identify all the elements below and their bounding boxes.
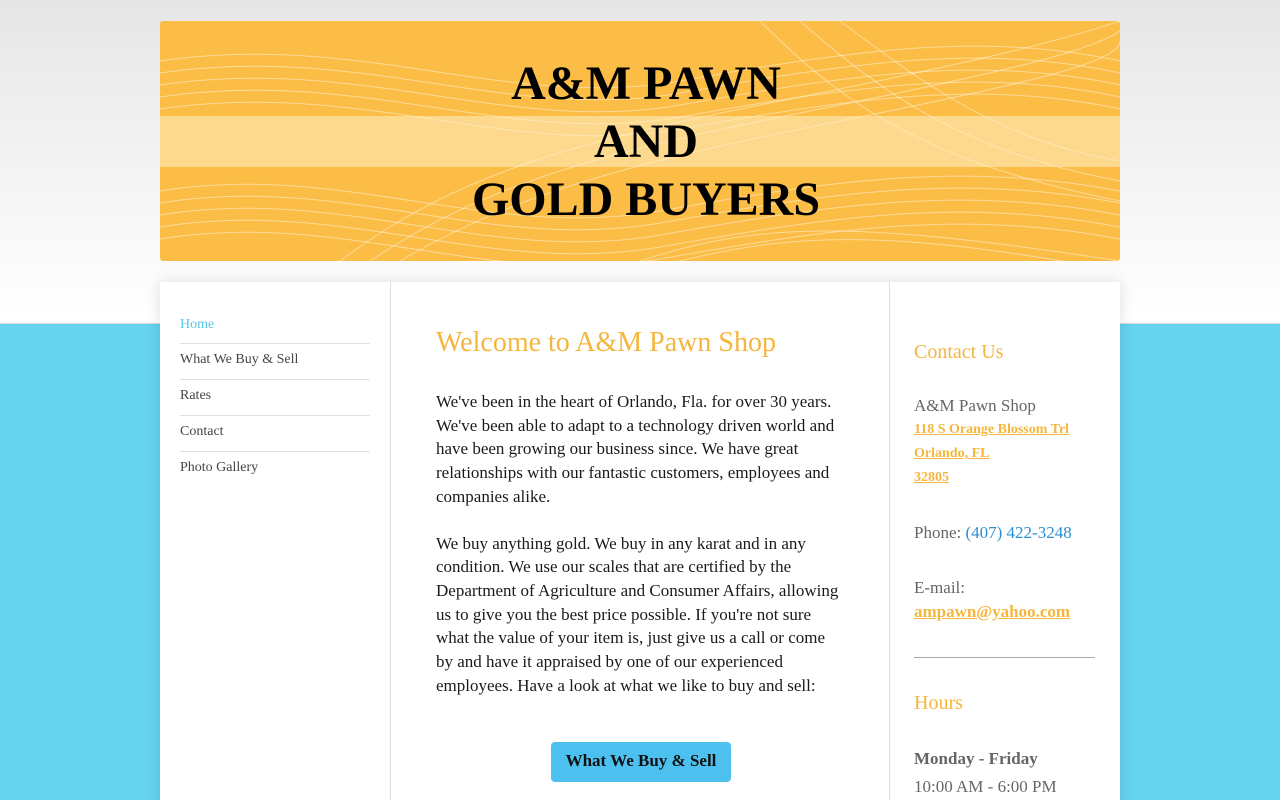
cta-wrapper — [436, 742, 846, 782]
hours-days: Monday - Friday — [914, 749, 1038, 768]
intro-paragraph: We've been in the heart of Orlando, Fla. for over 30 years. We've been able to adapt to a technology driven world and have been growing our business since. We have great relationships with our fantastic customers, employees and companies alike. — [436, 392, 835, 506]
nav-item-home[interactable]: Home — [180, 311, 370, 344]
phone-link[interactable]: (407) 422-3248 — [965, 523, 1072, 542]
site-title — [160, 55, 1120, 229]
contact-sidebar — [914, 337, 1095, 800]
content-card — [160, 282, 1120, 800]
nav-item-rates[interactable]: Rates — [180, 380, 370, 416]
site-title-line2: AND — [594, 115, 698, 168]
address-line2: Orlando, FL — [914, 446, 990, 461]
address-link[interactable] — [914, 418, 1095, 490]
email-label: E-mail: — [914, 578, 965, 597]
welcome-heading: Welcome to A&M Pawn Shop — [436, 327, 776, 358]
hours-time: 10:00 AM - 6:00 PM — [914, 777, 1057, 796]
hours-heading: Hours — [914, 692, 963, 714]
contact-heading: Contact Us — [914, 341, 1004, 363]
site-title-line1: A&M PAWN — [511, 57, 781, 110]
address-line1: 118 S Orange Blossom Trl — [914, 422, 1070, 437]
nav-item-what-we-buy-sell[interactable]: What We Buy & Sell — [180, 344, 370, 380]
business-name: A&M Pawn Shop — [914, 396, 1036, 415]
site-title-line3: GOLD BUYERS — [471, 173, 821, 226]
right-column-divider — [889, 282, 890, 800]
nav-item-contact[interactable]: Contact — [180, 416, 370, 452]
site-banner — [160, 21, 1120, 261]
left-column-divider — [390, 282, 391, 800]
nav-item-photo-gallery[interactable]: Photo Gallery — [180, 460, 259, 475]
email-link[interactable]: ampawn@yahoo.com — [914, 602, 1071, 621]
sidebar-divider — [914, 657, 1095, 658]
main-content — [436, 322, 846, 782]
phone-row — [914, 521, 1095, 545]
what-we-buy-sell-button[interactable]: What We Buy & Sell — [551, 742, 732, 782]
phone-label: Phone: — [914, 523, 962, 542]
gold-paragraph: We buy anything gold. We buy in any karat and in any condition. We use our scales that are certified by the Department of Agriculture and Consumer Affairs, allowing us to give you the best price possible. If you're not sure what the value of your item is, just give us a call or come by and have it appraised by one of our experienced employees. Have a look at what we like to buy and sell: — [436, 533, 839, 695]
address-line3: 32805 — [914, 470, 949, 485]
sidebar-nav — [180, 318, 370, 488]
